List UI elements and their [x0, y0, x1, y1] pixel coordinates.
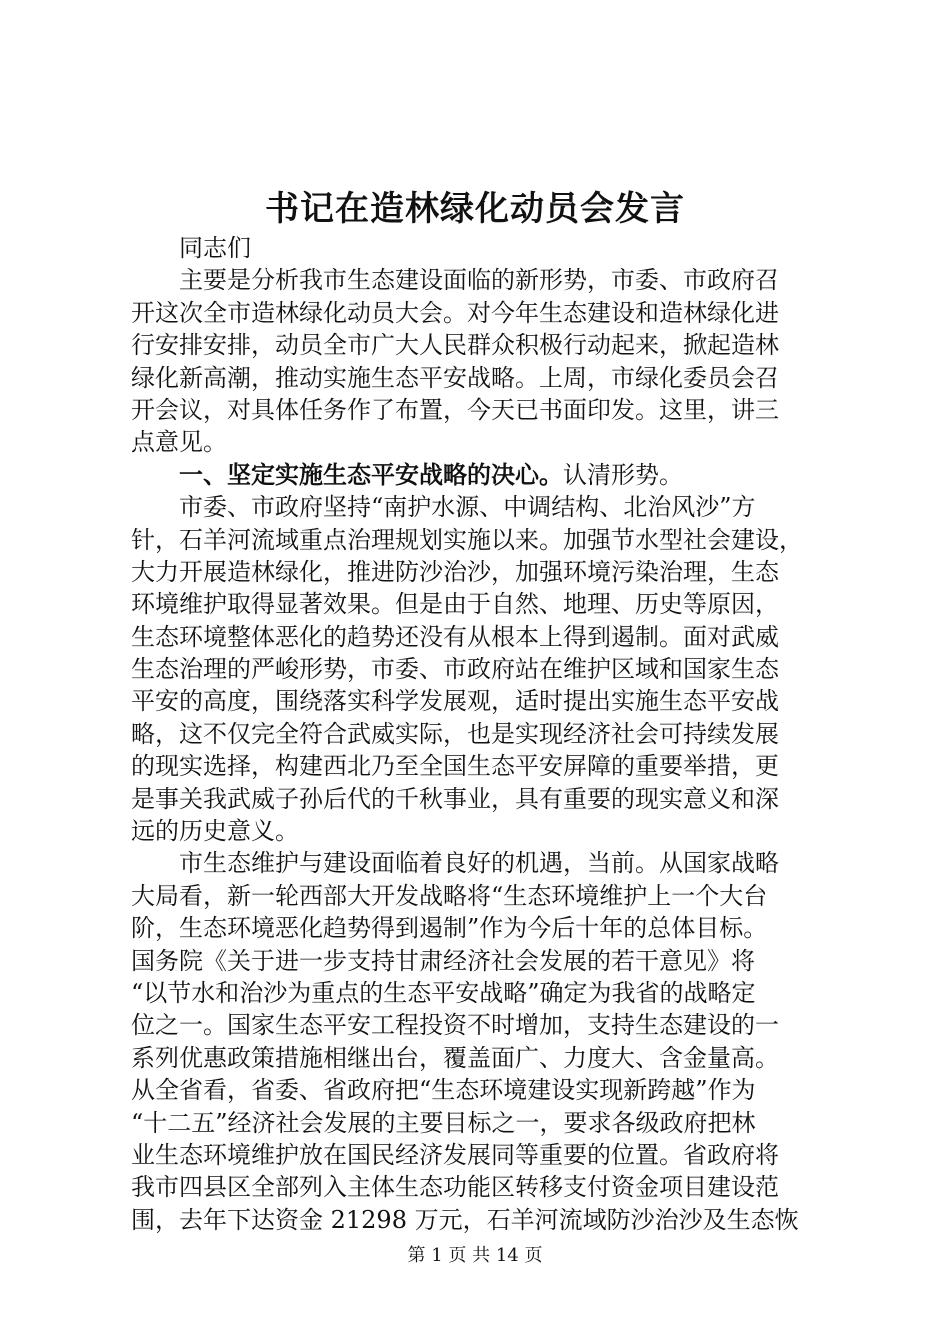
line-text: 阶，生态环境恶化趋势得到遏制”作为今后十年的总体目标。	[131, 914, 768, 943]
text-line	[131, 1171, 831, 1203]
line-text: 我市四县区全部列入主体生态功能区转移支付资金项目建设范	[131, 1173, 779, 1202]
line-text: 开会议，对具体任务作了布置，今天已书面印发。这里，讲三	[131, 395, 779, 424]
text-line	[131, 329, 831, 361]
line-text: 围，去年下达资金 21298 万元，石羊河流域防沙治沙及生态恢	[131, 1205, 799, 1234]
line-text: 系列优惠政策措施相继出台，覆盖面广、力度大、含金量高。	[131, 1043, 779, 1072]
text-line	[131, 718, 831, 750]
line-text: 同志们	[179, 234, 251, 262]
text-line	[131, 1107, 831, 1139]
line-text: 的现实选择，构建西北乃至全国生态平安屏障的重要举措，更	[131, 752, 779, 781]
line-text: 国务院《关于进一步支持甘肃经济社会发展的若干意见》将	[131, 946, 755, 975]
line-text: 点意见。	[131, 428, 227, 457]
document-title: 书记在造林绿化动员会发言	[265, 189, 685, 229]
text-line	[131, 588, 831, 620]
text-line	[131, 653, 831, 685]
text-line	[131, 1009, 831, 1041]
text-line	[131, 685, 831, 717]
line-text: 开这次全市造林绿化动员大会。对今年生态建设和造林绿化进	[131, 298, 779, 327]
text-line	[131, 264, 831, 296]
line-text: 行安排安排，动员全市广大人民群众积极行动起来，掀起造林	[131, 331, 779, 360]
line-text: 主要是分析我市生态建设面临的新形势，市委、市政府召	[179, 266, 779, 295]
line-text: 位之一。国家生态平安工程投资不时增加，支持生态建设的一	[131, 1011, 779, 1040]
text-line	[131, 977, 831, 1009]
line-text: 认清形势。	[563, 460, 683, 489]
text-line	[131, 945, 831, 977]
line-text: 环境维护取得显著效果。但是由于自然、地理、历史等原因，	[131, 590, 779, 619]
text-line	[131, 880, 831, 912]
text-line	[131, 394, 831, 426]
line-text: 生态环境整体恶化的趋势还没有从根本上得到遏制。面对武威	[131, 622, 779, 651]
text-line	[131, 232, 831, 264]
line-text: 远的历史意义。	[131, 817, 299, 846]
section-heading: 一、坚定实施生态平安战略的决心。	[179, 459, 563, 489]
text-line	[131, 459, 831, 491]
text-line	[131, 1042, 831, 1074]
text-line	[131, 1074, 831, 1106]
line-text: 针，石羊河流域重点治理规划实施以来。加强节水型社会建设，	[131, 525, 803, 554]
text-line	[131, 1139, 831, 1171]
text-line	[131, 491, 831, 523]
line-text: 大力开展造林绿化，推进防沙治沙，加强环境污染治理，生态	[131, 557, 779, 586]
line-text: 业生态环境维护放在国民经济发展同等重要的位置。省政府将	[131, 1140, 779, 1169]
line-text: 略，这不仅完全符合武威实际，也是实现经济社会可持续发展	[131, 719, 779, 748]
text-line	[131, 847, 831, 879]
text-line	[131, 556, 831, 588]
line-text: 大局看，新一轮西部大开发战略将“生态环境维护上一个大台	[131, 881, 768, 910]
line-text: 从全省看，省委、省政府把“生态环境建设实现新跨越”作为	[131, 1076, 756, 1105]
line-text: 是事关我武威子孙后代的千秋事业，具有重要的现实意义和深	[131, 784, 779, 813]
text-line	[131, 297, 831, 329]
line-text: 平安的高度，围绕落实科学发展观，适时提出实施生态平安战	[131, 687, 779, 716]
line-text: 生态治理的严峻形势，市委、市政府站在维护区域和国家生态	[131, 655, 779, 684]
line-text: 市生态维护与建设面临着良好的机遇，当前。从国家战略	[179, 849, 779, 878]
line-text: 绿化新高潮，推动实施生态平安战略。上周，市绿化委员会召	[131, 363, 779, 392]
line-text: 市委、市政府坚持“南护水源、中调结构、北治风沙”方	[179, 493, 756, 522]
text-line	[131, 912, 831, 944]
text-line	[131, 815, 831, 847]
text-line	[131, 362, 831, 394]
text-line	[131, 1204, 831, 1236]
text-line	[131, 621, 831, 653]
line-text: “以节水和治沙为重点的生态平安战略”确定为我省的战略定	[131, 978, 756, 1007]
text-line	[131, 524, 831, 556]
document-body	[131, 232, 831, 1236]
line-text: “十二五”经济社会发展的主要目标之一，要求各级政府把林	[131, 1108, 756, 1137]
page-footer: 第 1 页 共 14 页	[407, 1245, 543, 1266]
text-line	[131, 750, 831, 782]
text-line	[131, 426, 831, 458]
text-line	[131, 783, 831, 815]
